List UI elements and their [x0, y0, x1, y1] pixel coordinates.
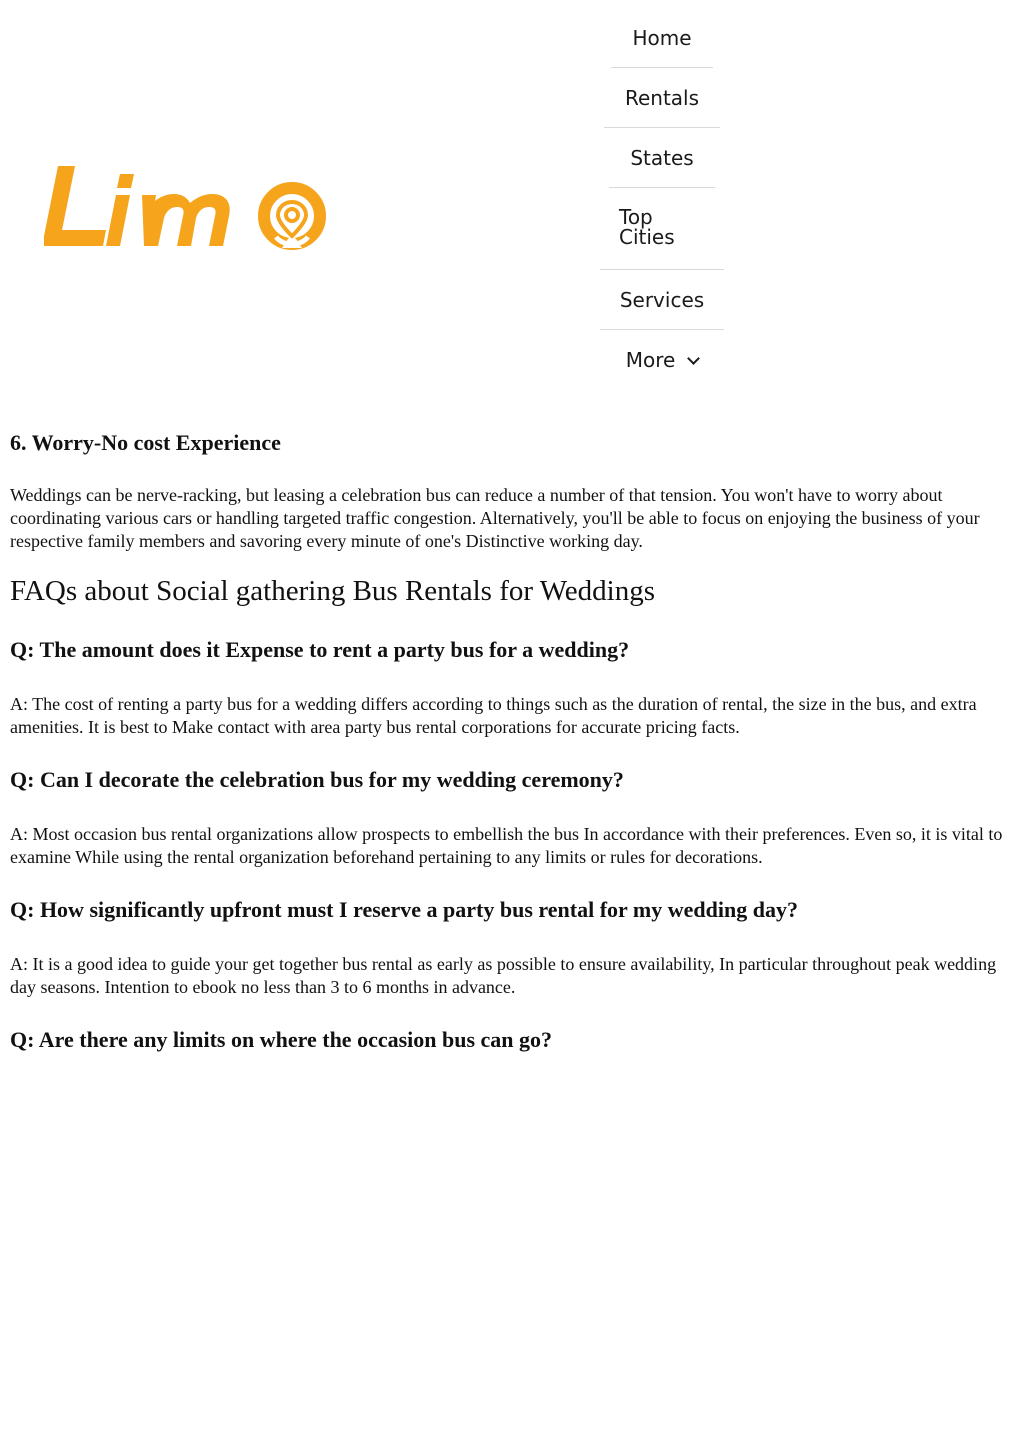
nav-top-cities-line1: Top — [619, 205, 653, 229]
section-heading: 6. Worry-No cost Experience — [10, 430, 281, 455]
faq-heading: FAQs about Social gathering Bus Rentals for Weddings — [10, 575, 655, 607]
nav-more[interactable] — [598, 330, 726, 390]
nav-rentals[interactable]: Rentals — [604, 68, 720, 128]
article — [10, 424, 1010, 1083]
nav-more-label: More — [625, 348, 676, 372]
nav-top-cities[interactable] — [600, 188, 724, 270]
nav-home[interactable]: Home — [611, 8, 713, 68]
section-body: Weddings can be nerve-racking, but leasing a celebration bus can reduce a number of that tension. You won't have to worry about coordinating various cars or handling targeted traffic congestion. Alternatively, you'll be able to focus on enjoying the business of your respective family members and savoring every minute of one's Distinctive working day. — [10, 485, 980, 551]
faq-answer: A: It is a good idea to guide your get together bus rental as early as possible to ensure availability, In particular throughout peak wedding day seasons. Intention to ebook no less than 3 to 6 months in advance. — [10, 954, 997, 997]
faq-question: Q: Can I decorate the celebration bus for my wedding ceremony? — [10, 767, 624, 792]
faq-answer: A: The cost of renting a party bus for a wedding differs according to things such as the duration of rental, the size in the bus, and extra amenities. It is best to Make contact with area party bus rental corporations for accurate pricing facts. — [10, 694, 977, 737]
faq-answer: A: Most occasion bus rental organizations allow prospects to embellish the bus In accordance with their preferences. Even so, it is vital to examine While using the rental organization beforehand pertaining to any limits or rules for decorations. — [10, 824, 1003, 867]
chevron-down-icon — [687, 352, 700, 365]
faq-question: Q: The amount does it Expense to rent a party bus for a wedding? — [10, 637, 630, 662]
nav-top-cities-line2: Cities — [619, 225, 675, 249]
faq-question: Q: Are there any limits on where the occasion bus can go? — [10, 1027, 553, 1052]
faq-question: Q: How significantly upfront must I reserve a party bus rental for my wedding day? — [10, 897, 798, 922]
nav-states[interactable]: States — [609, 128, 715, 188]
limo-logo[interactable] — [44, 158, 334, 254]
nav-services[interactable]: Services — [600, 270, 724, 330]
main-nav — [598, 8, 726, 390]
site-header — [0, 0, 1024, 400]
